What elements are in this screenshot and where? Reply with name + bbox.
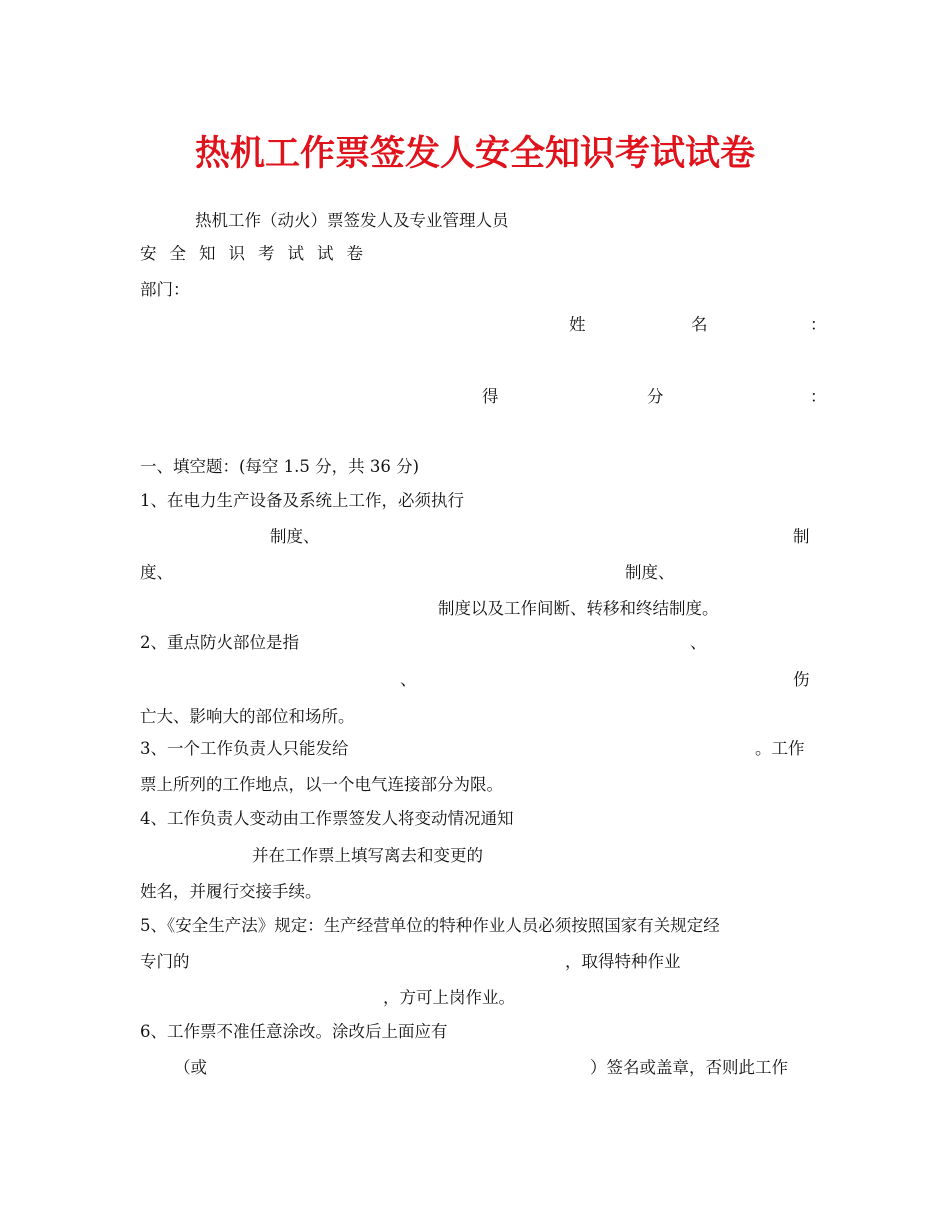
question-2-line-1b: 、 (690, 633, 707, 652)
exam-title: 热机工作票签发人安全知识考试试卷 (194, 133, 755, 174)
question-1-line-4: 制度以及工作间断、转移和终结制度。 (438, 599, 719, 618)
question-2-line-2b: 伤 (793, 670, 810, 689)
question-5-line-3: ，方可上岗作业。 (383, 988, 515, 1007)
department-label: 部门： (140, 280, 190, 299)
question-2-line-3: 亡大、影响大的部位和场所。 (140, 707, 355, 726)
question-1-line-2b: 制 (793, 527, 810, 546)
question-1-line-2a: 制度、 (270, 527, 320, 546)
question-3-line-2: 票上所列的工作地点，以一个电气连接部分为限。 (140, 775, 503, 794)
section-1-heading: 一、填空题：(每空 1.5 分，共 36 分) (140, 457, 420, 476)
question-6-line-1: 6、工作票不准任意涂改。涂改后上面应有 (140, 1022, 448, 1041)
question-1-line-3a: 度、 (140, 563, 173, 582)
question-1-line-1: 1、在电力生产设备及系统上工作，必须执行 (140, 491, 464, 510)
question-4-line-2: 并在工作票上填写离去和变更的 (252, 846, 483, 865)
question-4-line-3: 姓名，并履行交接手续。 (140, 882, 322, 901)
question-3-line-1a: 3、一个工作负责人只能发给 (140, 739, 349, 758)
name-label-colon: ： (810, 315, 827, 334)
question-2-line-2a: 、 (400, 670, 417, 689)
name-label-char-2: 名 (691, 315, 708, 334)
subtitle-line-2: 安全知识考试试卷 (140, 244, 376, 263)
question-5-line-2b: ，取得特种作业 (565, 952, 681, 971)
question-5-line-1: 5、《安全生产法》规定：生产经营单位的特种作业人员必须按照国家有关规定经 (140, 916, 720, 935)
score-label-char-1: 得 (482, 387, 499, 406)
question-2-line-1a: 2、重点防火部位是指 (140, 633, 299, 652)
question-6-line-2b: ）签名或盖章，否则此工作 (590, 1058, 788, 1077)
question-3-line-1b: 。工作 (755, 739, 805, 758)
question-6-line-2a: （或 (174, 1058, 207, 1077)
score-label-char-2: 分 (647, 387, 664, 406)
question-4-line-1: 4、工作负责人变动由工作票签发人将变动情况通知 (140, 809, 514, 828)
question-5-line-2a: 专门的 (140, 952, 190, 971)
subtitle-line-1: 热机工作（动火）票签发人及专业管理人员 (195, 211, 509, 230)
question-1-line-3b: 制度、 (625, 563, 675, 582)
name-label-char-1: 姓 (569, 315, 586, 334)
score-label-colon: ： (810, 387, 827, 406)
